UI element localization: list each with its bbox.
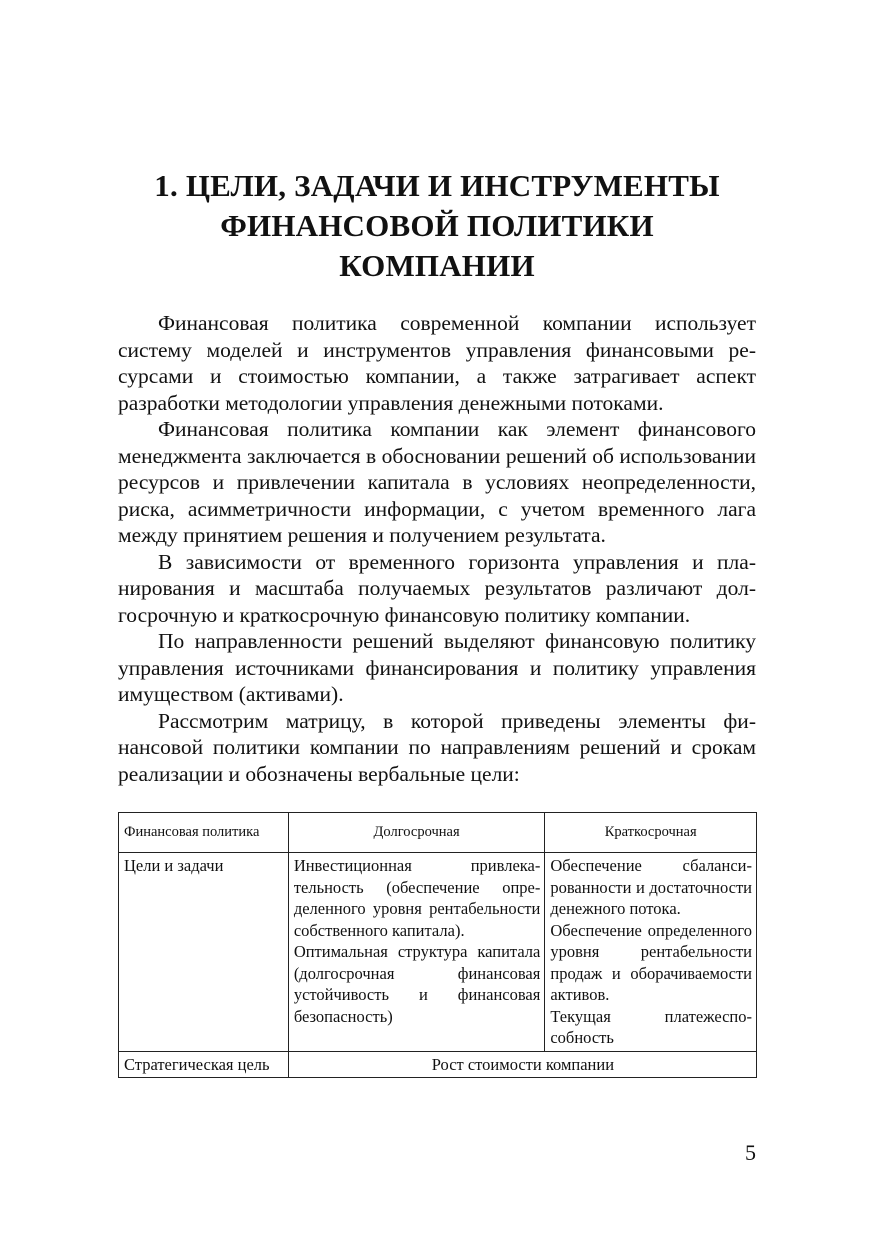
cell-strategic-goal: Рост стоимости компании bbox=[288, 1051, 756, 1078]
row-label-strategic-goal: Стратегическая цель bbox=[119, 1051, 289, 1078]
table-row bbox=[119, 1051, 757, 1078]
cell-text: Инвестиционная привлекательность (обеспечение определенного уровня рентабельности собственного капитала). bbox=[293, 856, 541, 940]
paragraph: Финансовая политика компании как элемент финансового менеджмента заключается в обосновании решений об использовании ресурсов и привлечении капитала в условиях неопределенности, риска, асимметричности информации, с учетом временного лага между принятием решения и получением результата. bbox=[118, 417, 756, 547]
header-cell-policy: Финансовая политика bbox=[119, 813, 289, 853]
row-label-goals: Цели и задачи bbox=[119, 853, 289, 1052]
paragraph: По направленности решений выделяют финансовую политику управления источниками финансирования и политику управления имуществом (активами). bbox=[118, 629, 756, 706]
cell-text: Обеспечение сбалансированности и достаточности денежного потока. bbox=[550, 856, 752, 918]
chapter-heading-line-3: КОМПАНИИ bbox=[339, 248, 535, 283]
cell-text: Оптимальная структура капитала (долгосрочная финансовая устойчивость и финансовая безопасность) bbox=[293, 942, 541, 1026]
paragraph: Рассмотрим матрицу, в которой приведены элементы финансовой политики компании по направлениям решений и срокам реализации и обозначены вербальные цели: bbox=[118, 708, 756, 786]
chapter-heading-line-2: ФИНАНСОВОЙ ПОЛИТИКИ bbox=[220, 208, 654, 243]
page-number: 5 bbox=[745, 1140, 756, 1165]
header-cell-short-term: Краткосрочная bbox=[545, 813, 757, 853]
cell-text: Обеспечение определенного уровня рентабельности продаж и оборачиваемости активов. bbox=[550, 920, 752, 1004]
table-header-row bbox=[119, 813, 757, 853]
chapter-heading bbox=[118, 166, 756, 286]
cell-short-term-goals bbox=[545, 853, 757, 1052]
table-row bbox=[119, 853, 757, 1052]
paragraph: В зависимости от временного горизонта управления и планирования и масштаба получаемых результатов различают долгосрочную и краткосрочную финансовую политику компании. bbox=[118, 549, 756, 627]
header-cell-long-term: Долгосрочная bbox=[288, 813, 545, 853]
body-text bbox=[118, 310, 756, 787]
chapter-heading-line-1: 1. ЦЕЛИ, ЗАДАЧИ И ИНСТРУМЕНТЫ bbox=[154, 168, 720, 203]
policy-matrix-table bbox=[118, 812, 757, 1078]
paragraph: Финансовая политика современной компании использует систему моделей и инструментов управления финансовыми ресурсами и стоимостью компании, а также затрагивает аспект разработки методологии управления денежными потоками. bbox=[118, 311, 756, 415]
cell-text: Текущая платежеспособность bbox=[550, 1006, 752, 1047]
cell-long-term-goals bbox=[288, 853, 545, 1052]
